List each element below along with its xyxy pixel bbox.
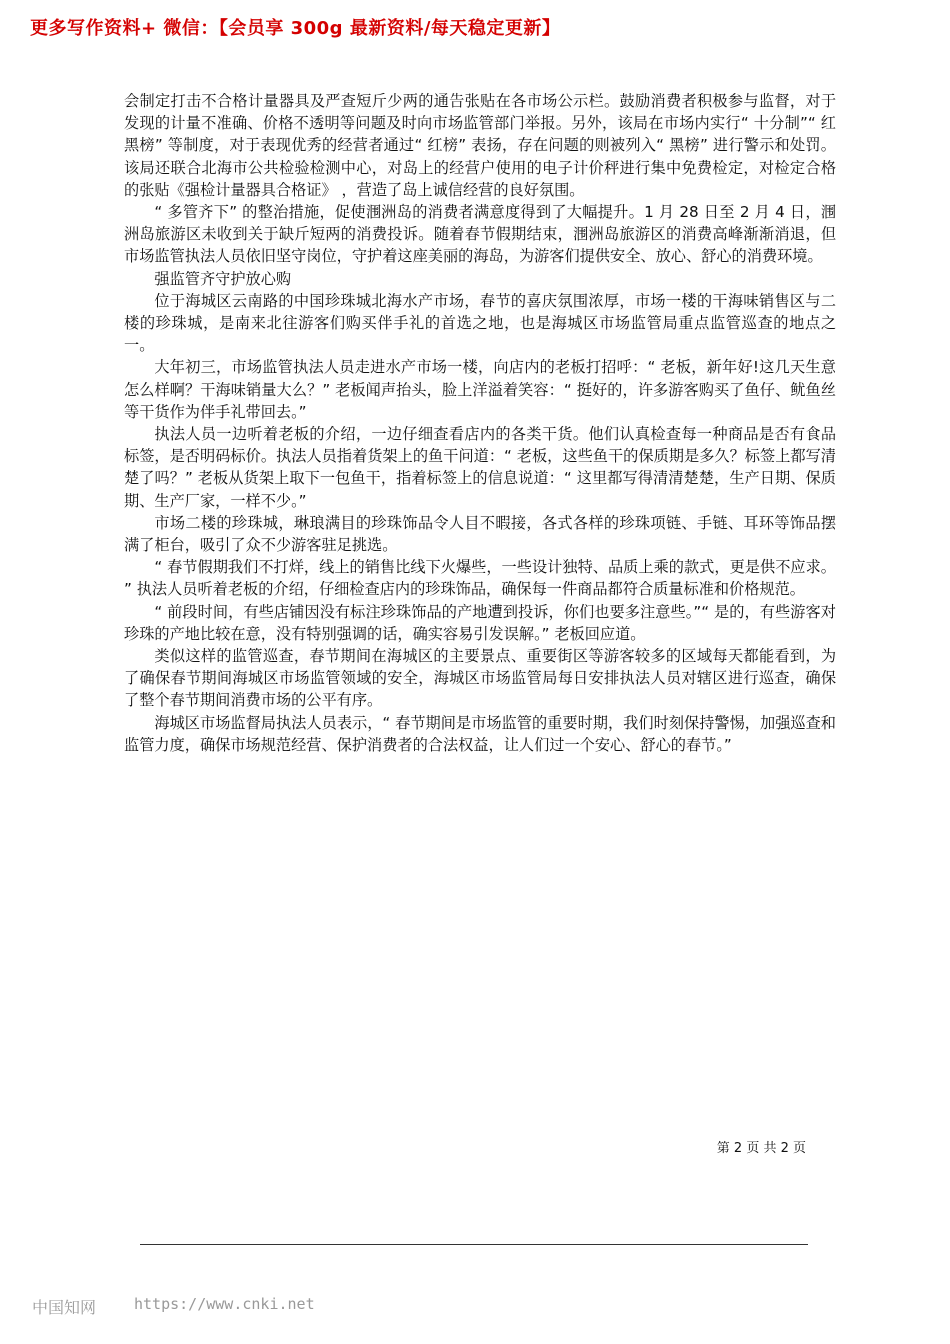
paragraph-6: 市场二楼的珍珠城，琳琅满目的珍珠饰品令人目不暇接，各式各样的珍珠项链、手链、耳环等饰品摆满了柜台，吸引了众不少游客驻足挑选。 [124,513,836,555]
paragraph-10: 海城区市场监督局执法人员表示，“ 春节期间是市场监管的重要时期，我们时刻保持警惕，加强巡查和监管力度，确保市场规范经营、保护消费者的合法权益，让人们过一个安心、舒心的春节。” [124,713,836,754]
paragraph-1: 会制定打击不合格计量器具及严查短斤少两的通告张贴在各市场公示栏。鼓励消费者积极参与监督，对于发现的计量不准确、价格不透明等问题及时向市场监管部门举报。另外，该局在市场内实行“ 十分制”“ 红黑榜” 等制度，对于表现优秀的经营者通过“ 红榜” 表扬，存在问题的则被列入“ 黑榜” 进行警示和处罚。该局还联合北海市公共检验检测中心，对岛上的经营户使用的电子计价秤进行集中免费检定，对检定合格的张贴《强检计量器具合格证》 ，营造了岛上诚信经营的良好氛围。 [124,92,836,199]
cnki-url-link[interactable]: https://www.cnki.net [134,1295,315,1313]
article-body [124,90,836,756]
paragraph-3: 位于海城区云南路的中国珍珠城北海水产市场，春节的喜庆氛围浓厚，市场一楼的干海味销售区与二楼的珍珠城，是南来北往游客们购买伴手礼的首选之地，也是海城区市场监管局重点监管巡查的地点之一。 [124,291,836,355]
paragraph-4: 大年初三，市场监管执法人员走进水产市场一楼，向店内的老板打招呼：“ 老板，新年好!这几天生意怎么样啊？干海味销量大么？” 老板闻声抬头，脸上洋溢着笑容：“ 挺好的，许多游客购买了鱼仔、鱿鱼丝等干货作为伴手礼带回去。” [124,358,836,421]
section-heading: 强监管齐守护放心购 [154,269,292,288]
paragraph-2: “ 多管齐下” 的整治措施，促使涠洲岛的消费者满意度得到了大幅提升。1 月 28 日至 2 月 4 日，涠洲岛旅游区未收到关于缺斤短两的消费投诉。随着春节假期结束，涠洲岛旅游区的消费高峰渐渐消退，但市场监管执法人员依旧坚守岗位，守护着这座美丽的海岛，为游客们提供安全、放心、舒心的消费环境。 [124,203,836,266]
page-number: 第 2 页 共 2 页 [716,1141,806,1156]
paragraph-5: 执法人员一边听着老板的介绍，一边仔细查看店内的各类干货。他们认真检查每一种商品是否有食品标签，是否明码标价。执法人员指着货架上的鱼干问道：“ 老板，这些鱼干的保质期是多久？标签上都写清楚了吗？” 老板从货架上取下一包鱼干，指着标签上的信息说道：“ 这里都写得清清楚楚，生产日期、保质期、生产厂家，一样不少。” [124,425,836,510]
paragraph-8: “ 前段时间，有些店铺因没有标注珍珠饰品的产地遭到投诉，你们也要多注意些。”“ 是的，有些游客对珍珠的产地比较在意，没有特别强调的话，确实容易引发误解。” 老板回应道。 [124,602,836,643]
footer-divider [140,1244,808,1245]
paragraph-7: “ 春节假期我们不打烊，线上的销售比线下火爆些，一些设计独特、品质上乘的款式，更是供不应求。 ” 执法人员听着老板的介绍，仔细检查店内的珍珠饰品，确保每一件商品都符合质量标准和价格规范。 [124,558,836,599]
promo-banner: 更多写作资料+ 微信：【会员享 300g 最新资料/每天稳定更新】 [30,18,561,39]
paragraph-9: 类似这样的监管巡查，春节期间在海城区的主要景点、重要街区等游客较多的区域每天都能看到，为了确保春节期间海城区市场监管领域的安全，海城区市场监管局每日安排执法人员对辖区进行巡查，确保了整个春节期间消费市场的公平有序。 [124,647,836,710]
cnki-brand-label: 中国知网 [32,1298,97,1317]
